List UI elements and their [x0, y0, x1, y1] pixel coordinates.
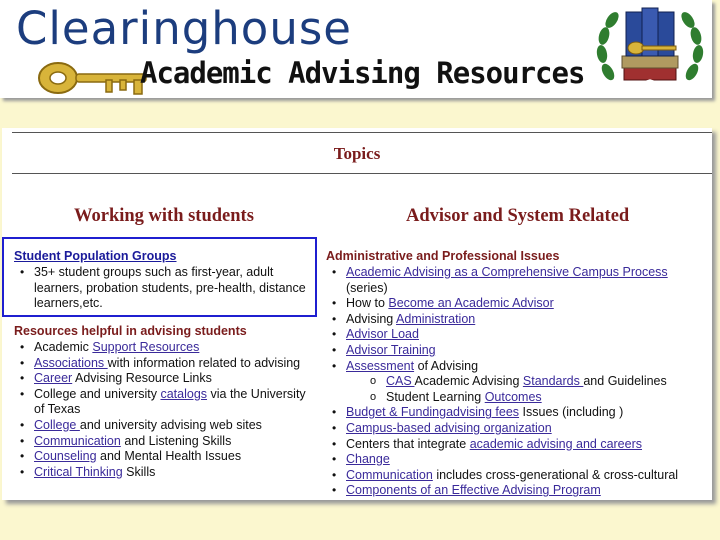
list-item	[14, 434, 306, 450]
item-text: includes cross-generational & cross-cultural	[432, 467, 679, 482]
list-item	[326, 343, 712, 359]
item-text: Advising	[346, 311, 397, 326]
communication-link[interactable]: Communication	[34, 433, 121, 448]
item-text: of Advising	[414, 358, 479, 373]
list-item	[326, 421, 712, 437]
campus-based-advising-organization-link[interactable]: Campus-based advising organization	[346, 420, 552, 435]
list-item	[14, 340, 306, 356]
item-text: and university advising web sites	[79, 417, 262, 432]
list-item	[14, 387, 306, 418]
helpful-resources-title: Resources helpful in advising students	[14, 324, 247, 338]
associations-link[interactable]: Associations	[34, 355, 108, 370]
list-item	[326, 483, 712, 499]
item-text: Centers that integrate	[346, 436, 470, 451]
list-item	[326, 296, 712, 312]
career-link[interactable]: Career	[34, 371, 73, 386]
item-text: Skills	[122, 464, 156, 479]
key-icon	[36, 58, 156, 98]
item-text: via the University of Texas	[34, 386, 306, 417]
item-text: College and university	[34, 386, 161, 401]
list-item	[14, 371, 306, 387]
laurel-books-logo-icon	[594, 2, 706, 98]
list-item	[326, 327, 712, 343]
right-column-heading: Advisor and System Related	[406, 206, 630, 226]
admin-issues-list	[326, 265, 712, 499]
budget-funding-link[interactable]: Budget & Funding	[346, 405, 447, 420]
advisor-training-link[interactable]: Advisor Training	[346, 342, 436, 357]
item-text: How to	[346, 296, 389, 311]
left-column-heading: Working with students	[74, 206, 254, 226]
top-rule	[12, 132, 712, 133]
admin-issues-title: Administrative and Professional Issues	[326, 249, 560, 263]
list-item	[326, 405, 712, 421]
list-item	[326, 359, 712, 375]
academic-advising-and-careers-link[interactable]: academic advising and careers	[469, 436, 643, 451]
academic-advising-as-a-comprehensive-campus-process-link[interactable]: Academic Advising as a Comprehensive Campus Process	[346, 265, 668, 279]
advising-fees-link[interactable]: advising fees	[446, 405, 520, 420]
topics-title: Topics	[333, 144, 381, 163]
item-text: Academic Advising	[414, 374, 523, 389]
change-link[interactable]: Change	[346, 452, 390, 467]
standards-link[interactable]: Standards	[522, 374, 584, 389]
topics-panel	[2, 128, 712, 500]
catalogs-link[interactable]: catalogs	[160, 386, 208, 401]
list-item	[326, 452, 712, 468]
topics-rule	[12, 173, 712, 174]
item-text: Academic	[34, 340, 93, 354]
advisor-load-link[interactable]: Advisor Load	[346, 327, 419, 342]
item-text: Advising Resource Links	[72, 371, 212, 386]
student-population-groups-link[interactable]: Student Population Groups	[14, 249, 177, 263]
site-subtitle: Academic Advising Resources	[140, 56, 585, 90]
support-resources-link[interactable]: Support Resources	[92, 340, 200, 354]
header-banner	[0, 0, 712, 98]
highlight-box	[2, 237, 317, 317]
item-text: Issues (including	[519, 405, 620, 420]
item-text: and Mental Health Issues	[96, 449, 242, 464]
assessment-link[interactable]: Assessment	[346, 358, 415, 373]
item-text: with information related to advising	[107, 355, 301, 370]
outcomes-link[interactable]: Outcomes	[484, 389, 542, 404]
list-item	[14, 356, 306, 372]
item-text: )	[619, 405, 624, 420]
groups-item-text: 35+ student groups such as first-year, adult learners, probation students, pre-health, distance learners,etc.	[34, 265, 306, 311]
item-text: and Guidelines	[583, 374, 667, 389]
list-item	[326, 265, 712, 296]
list-item	[326, 374, 712, 390]
item-text: (series)	[346, 280, 388, 295]
brand-title: Clearinghouse	[16, 2, 352, 55]
item-text: Student Learning	[386, 389, 485, 404]
communication-link[interactable]: Communication	[346, 467, 433, 482]
list-item	[326, 312, 712, 328]
administration-link[interactable]: Administration	[396, 311, 476, 326]
college-link[interactable]: College	[34, 417, 80, 432]
item-text: and Listening Skills	[120, 433, 232, 448]
components-of-an-effective-advising-program-link[interactable]: Components of an Effective Advising Program	[346, 483, 601, 498]
become-an-academic-advisor-link[interactable]: Become an Academic Advisor	[388, 296, 554, 311]
critical-thinking-link[interactable]: Critical Thinking	[34, 464, 123, 479]
list-item	[14, 418, 306, 434]
counseling-link[interactable]: Counseling	[34, 449, 97, 464]
list-item	[326, 390, 712, 406]
list-item	[326, 437, 712, 453]
list-item	[14, 449, 306, 465]
helpful-resources-list	[14, 340, 306, 480]
list-item	[14, 465, 306, 481]
cas-link[interactable]: CAS	[386, 374, 415, 389]
list-item	[326, 468, 712, 484]
